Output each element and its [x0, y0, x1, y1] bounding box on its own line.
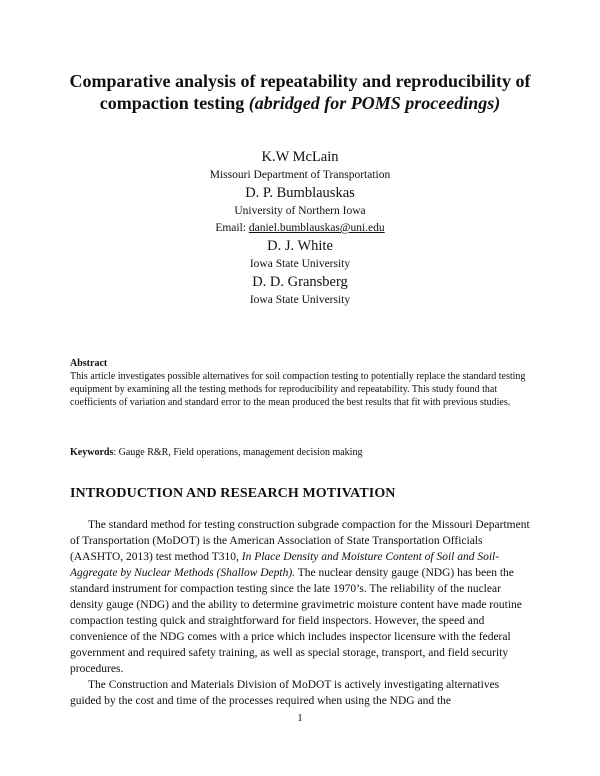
page-number: 1	[297, 712, 303, 724]
abstract-heading: Abstract	[70, 358, 108, 369]
section-heading: INTRODUCTION AND RESEARCH MOTIVATION	[70, 486, 396, 501]
author-affiliation: Missouri Department of Transportation	[209, 169, 391, 181]
body-text	[70, 517, 532, 709]
abstract-text: This article investigates possible alternatives for soil compaction testing to potentially replace the standard testing equipment by examining all the testing methods for reproducibility and repeatability. This study found that coefficients of variation and standard error to the mean produced the best results that fit with previous studies.	[70, 371, 526, 408]
title-main: Comparative analysis of repeatability and reproducibility of compaction testing	[69, 71, 531, 113]
email-label: Email:	[215, 222, 249, 234]
paragraph-text: The Construction and Materials Division of MoDOT is actively investigating alternatives guided by the cost and time of the processes required when using the NDG and the	[70, 679, 500, 707]
paragraph-italic: In Place Density and Moisture Content of Soil and Soil-Aggregate by Nuclear Methods (Shallow Depth).	[70, 551, 500, 579]
author-name: D. P. Bumblauskas	[245, 185, 355, 201]
author-name: D. J. White	[267, 238, 333, 254]
author-affiliation: Iowa State University	[249, 294, 351, 306]
author-block	[100, 148, 500, 309]
email-link[interactable]: daniel.bumblauskas@uni.edu	[248, 222, 385, 234]
keywords-text: : Gauge R&R, Field operations, management decision making	[113, 447, 363, 458]
author-email-line	[100, 220, 500, 237]
paragraph	[70, 517, 532, 677]
author-affiliation: University of Northern Iowa	[234, 205, 366, 217]
keywords	[70, 446, 535, 459]
paper-title	[40, 70, 560, 114]
abstract	[70, 357, 535, 409]
author-affiliation: Iowa State University	[249, 258, 351, 270]
paragraph-text: The standard method for testing construction subgrade compaction for the Missouri Department of Transportation (MoDOT) is the American Association of State Transportation Officials (AASHTO, 2013) test method T310,	[70, 519, 530, 563]
keywords-label: Keywords	[70, 447, 114, 458]
paragraph-text: The nuclear density gauge (NDG) has been the standard instrument for compaction testing since the late 1970’s. The reliability of the nuclear density gauge (NDG) and the ability to determine gravimetric moisture content have made routine compaction testing quick and straightforward for field inspectors. However, the speed and convenience of the NDG comes with a price which includes inspector licensure with the federal government and required safety training, as well as special storage, transport, and field security procedures.	[70, 567, 522, 675]
paragraph	[70, 677, 532, 709]
author-name: K.W McLain	[261, 149, 339, 165]
title-suffix: (abridged for POMS proceedings)	[248, 93, 501, 113]
author-name: D. D. Gransberg	[252, 274, 348, 290]
